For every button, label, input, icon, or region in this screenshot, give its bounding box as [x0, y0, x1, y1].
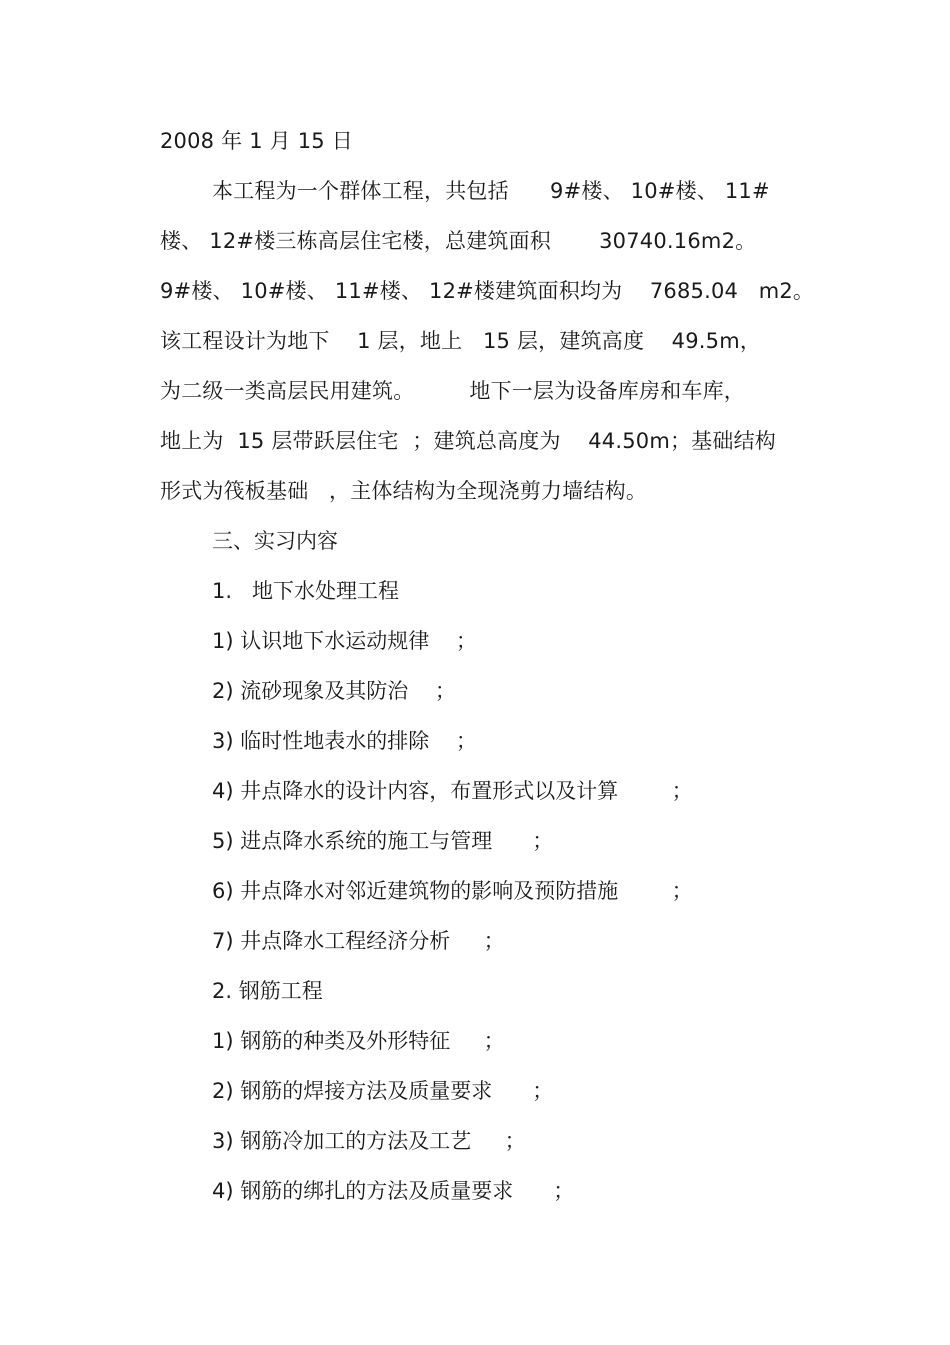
list-item: 2) 钢筋的焊接方法及质量要求 ；	[212, 1079, 554, 1103]
list-item: 2) 流砂现象及其防治 ；	[212, 679, 456, 703]
paragraph-line: 形式为筏板基础 ，主体结构为全现浇剪力墙结构。	[160, 479, 648, 503]
list-item: 5) 进点降水系统的施工与管理 ；	[212, 829, 554, 853]
list-item: 6) 井点降水对邻近建筑物的影响及预防措施 ；	[212, 879, 693, 903]
paragraph-line: 楼、 12#楼三栋高层住宅楼，总建筑面积 30740.16m2。	[160, 229, 757, 253]
list-item: 7) 井点降水工程经济分析 ；	[212, 929, 505, 953]
list-item: 4) 井点降水的设计内容，布置形式以及计算 ；	[212, 779, 693, 803]
section-heading: 三、实习内容	[212, 529, 338, 553]
paragraph-line: 地上为 15 层带跃层住宅 ；建筑总高度为 44.50m；基础结构	[160, 429, 776, 453]
list-item: 1) 认识地下水运动规律 ；	[212, 629, 477, 653]
list-item: 2. 钢筋工程	[212, 979, 323, 1003]
date-line: 2008 年 1 月 15 日	[160, 129, 353, 153]
paragraph-line: 该工程设计为地下 1 层，地上 15 层，建筑高度 49.5m，	[160, 329, 762, 353]
paragraph-line: 9#楼、 10#楼、 11#楼、 12#楼建筑面积均为 7685.04 m2。	[160, 279, 815, 303]
list-item: 1) 钢筋的种类及外形特征 ；	[212, 1029, 505, 1053]
paragraph-line: 本工程为一个群体工程，共包括 9#楼、 10#楼、 11#	[212, 179, 770, 203]
list-item: 1. 地下水处理工程	[212, 579, 400, 603]
list-item: 3) 临时性地表水的排除 ；	[212, 729, 477, 753]
list-item: 4) 钢筋的绑扎的方法及质量要求 ；	[212, 1179, 575, 1203]
paragraph-line: 为二级一类高层民用建筑。 地下一层为设备库房和车库，	[160, 379, 745, 403]
list-item: 3) 钢筋冷加工的方法及工艺 ；	[212, 1129, 526, 1153]
